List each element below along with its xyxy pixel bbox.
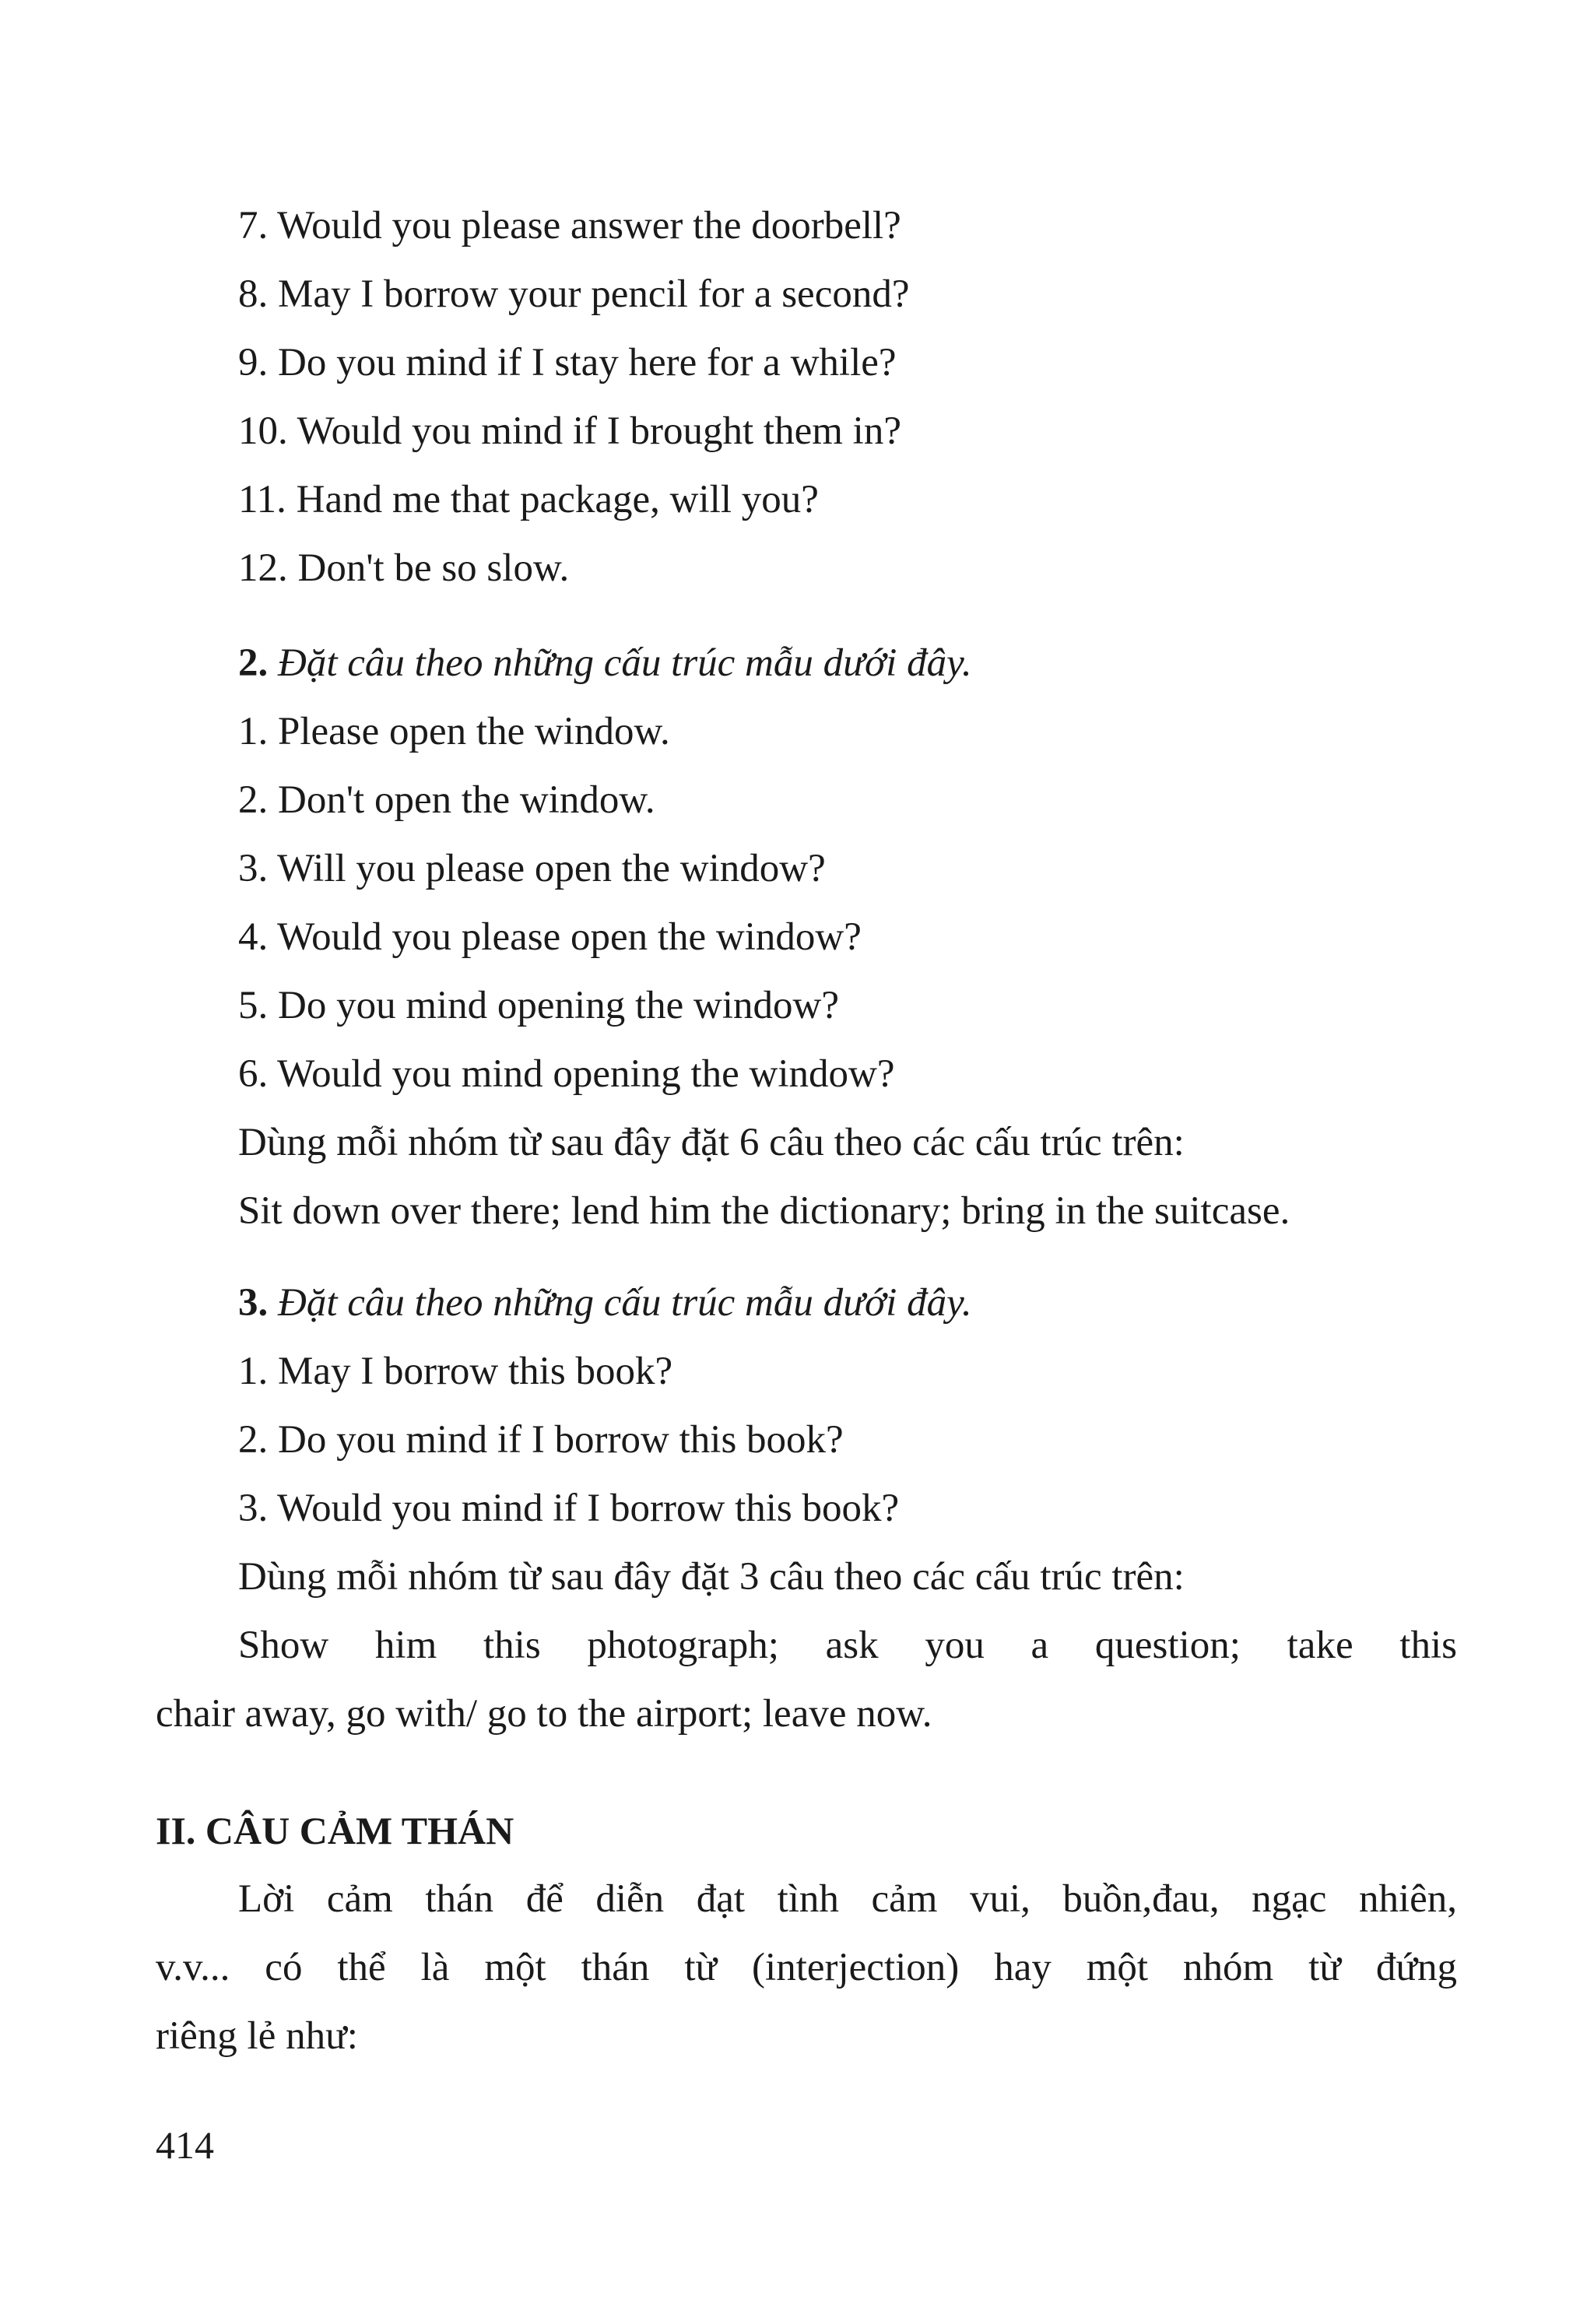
section-paragraph-line: Lời cảm thán để diễn đạt tình cảm vui, buồn,đau, ngạc nhiên,	[238, 1877, 1457, 1921]
exercise-2-instruction: Đặt câu theo những cấu trúc mẫu dưới đây.	[278, 641, 972, 685]
exercise-3-item: 1. May I borrow this book?	[238, 1350, 673, 1393]
exercise-2-item: 4. Would you please open the window?	[238, 915, 862, 959]
exercise-2-item: 1. Please open the window.	[238, 710, 670, 753]
exercise-1-item: 8. May I borrow your pencil for a second?	[238, 272, 910, 316]
exercise-3-instruction: Đặt câu theo những cấu trúc mẫu dưới đây.	[278, 1281, 972, 1325]
exercise-1-item: 11. Hand me that package, will you?	[238, 478, 819, 521]
exercise-2-number: 2.	[238, 641, 269, 685]
section-heading: II. CÂU CẢM THÁN	[156, 1809, 514, 1852]
exercise-1-item: 9. Do you mind if I stay here for a while?	[238, 341, 897, 384]
section-paragraph-line: riêng lẻ như:	[156, 2014, 358, 2058]
exercise-3-number: 3.	[238, 1281, 269, 1325]
exercise-3-item: 3. Would you mind if I borrow this book?	[238, 1487, 900, 1530]
exercise-3-task: Dùng mỗi nhóm từ sau đây đặt 3 câu theo các cấu trúc trên:	[238, 1555, 1185, 1599]
exercise-1-item: 7. Would you please answer the doorbell?	[238, 204, 901, 247]
exercise-2-item: 5. Do you mind opening the window?	[238, 984, 839, 1027]
exercise-3-heading	[238, 1280, 972, 1326]
exercise-1-item: 12. Don't be so slow.	[238, 546, 570, 590]
exercise-2-task: Dùng mỗi nhóm từ sau đây đặt 6 câu theo các cấu trúc trên:	[238, 1121, 1185, 1164]
exercise-2-item: 3. Will you please open the window?	[238, 847, 826, 890]
exercise-3-words-line: Show him this photograph; ask you a question; take this	[238, 1624, 1457, 1667]
page-number: 414	[156, 2123, 214, 2167]
exercise-3-words-line: chair away, go with/ go to the airport; leave now.	[156, 1692, 932, 1736]
section-paragraph-line: v.v... có thể là một thán từ (interjection) hay một nhóm từ đứng	[156, 1946, 1457, 1989]
exercise-2-heading	[238, 640, 972, 686]
exercise-1-item: 10. Would you mind if I brought them in?	[238, 409, 901, 453]
exercise-2-words: Sit down over there; lend him the dictionary; bring in the suitcase.	[238, 1189, 1290, 1233]
exercise-2-item: 2. Don't open the window.	[238, 778, 655, 822]
exercise-3-item: 2. Do you mind if I borrow this book?	[238, 1418, 844, 1462]
exercise-2-item: 6. Would you mind opening the window?	[238, 1052, 895, 1096]
